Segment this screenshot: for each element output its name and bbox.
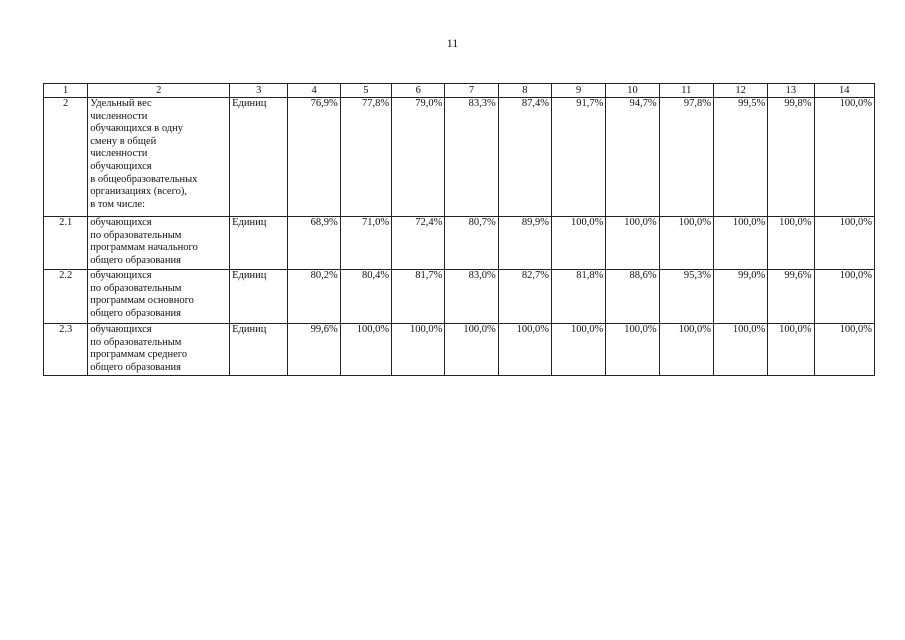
indicator-line: обучающихся в одну [90, 123, 184, 135]
value-cell: 100,0% [713, 217, 767, 270]
column-header: 5 [340, 84, 391, 98]
row-number: 2.3 [44, 324, 88, 376]
unit-cell: Единиц [230, 217, 288, 270]
value-cell: 99,8% [768, 98, 814, 217]
value-cell: 91,7% [552, 98, 606, 217]
value-cell: 81,8% [552, 270, 606, 324]
page-number: 11 [446, 36, 459, 50]
value-cell: 87,4% [498, 98, 551, 217]
indicator-line: общего образования [90, 307, 181, 319]
value-cell: 100,0% [606, 324, 659, 376]
value-cell: 100,0% [498, 324, 551, 376]
column-header: 10 [606, 84, 659, 98]
column-header: 9 [552, 84, 606, 98]
value-cell: 77,8% [340, 98, 391, 217]
value-cell: 99,5% [713, 98, 767, 217]
value-cell: 94,7% [606, 98, 659, 217]
indicator-name [88, 217, 230, 270]
indicator-line: в общеобразовательных [90, 173, 198, 185]
value-cell: 79,0% [392, 98, 445, 217]
indicator-line: смену в общей [90, 135, 157, 147]
indicator-name [88, 270, 230, 324]
column-header: 2 [88, 84, 230, 98]
indicator-line: Удельный вес [90, 98, 152, 109]
column-header: 4 [288, 84, 340, 98]
unit-cell: Единиц [230, 270, 288, 324]
value-cell: 80,4% [340, 270, 391, 324]
column-header: 1 [44, 84, 88, 98]
column-header: 8 [498, 84, 551, 98]
value-cell: 100,0% [552, 324, 606, 376]
value-cell: 100,0% [659, 324, 713, 376]
indicator-name [88, 98, 230, 217]
column-header: 7 [445, 84, 498, 98]
table-row [44, 270, 875, 324]
value-cell: 71,0% [340, 217, 391, 270]
indicator-line: обучающихся [90, 160, 152, 172]
row-number: 2.2 [44, 270, 88, 324]
value-cell: 97,8% [659, 98, 713, 217]
value-cell: 83,3% [445, 98, 498, 217]
value-cell: 100,0% [768, 324, 814, 376]
unit-cell: Единиц [230, 324, 288, 376]
value-cell: 80,2% [288, 270, 340, 324]
value-cell: 81,7% [392, 270, 445, 324]
column-header: 11 [659, 84, 713, 98]
value-cell: 100,0% [814, 217, 874, 270]
unit-cell: Единиц [230, 98, 288, 217]
indicator-line: численности [90, 110, 148, 122]
indicator-line: по образовательным [90, 282, 182, 294]
indicator-line: организациях (всего), [90, 186, 187, 198]
indicator-line: по образовательным [90, 229, 182, 241]
row-number: 2 [44, 98, 88, 217]
indicator-line: программам основного [90, 295, 194, 307]
column-header: 13 [768, 84, 814, 98]
value-cell: 100,0% [659, 217, 713, 270]
table-row [44, 217, 875, 270]
value-cell: 89,9% [498, 217, 551, 270]
value-cell: 100,0% [814, 98, 874, 217]
column-header: 6 [392, 84, 445, 98]
value-cell: 76,9% [288, 98, 340, 217]
value-cell: 82,7% [498, 270, 551, 324]
value-cell: 100,0% [713, 324, 767, 376]
value-cell: 95,3% [659, 270, 713, 324]
table-row [44, 98, 875, 217]
value-cell: 100,0% [552, 217, 606, 270]
indicator-line: по образовательным [90, 336, 182, 348]
header-row [44, 84, 875, 98]
value-cell: 100,0% [814, 270, 874, 324]
indicator-line: обучающихся [90, 270, 152, 281]
table-row [44, 324, 875, 376]
indicator-line: программам начального [90, 242, 198, 254]
indicator-line: обучающихся [90, 217, 152, 228]
value-cell: 99,0% [713, 270, 767, 324]
value-cell: 72,4% [392, 217, 445, 270]
value-cell: 100,0% [768, 217, 814, 270]
value-cell: 80,7% [445, 217, 498, 270]
value-cell: 99,6% [768, 270, 814, 324]
value-cell: 100,0% [606, 217, 659, 270]
value-cell: 100,0% [445, 324, 498, 376]
column-header: 14 [814, 84, 874, 98]
indicator-line: общего образования [90, 361, 181, 373]
indicator-line: общего образования [90, 254, 181, 266]
value-cell: 100,0% [340, 324, 391, 376]
indicator-line: численности [90, 148, 148, 160]
value-cell: 83,0% [445, 270, 498, 324]
value-cell: 100,0% [814, 324, 874, 376]
column-header: 3 [230, 84, 288, 98]
value-cell: 100,0% [392, 324, 445, 376]
indicator-line: программам среднего [90, 349, 188, 361]
indicator-name [88, 324, 230, 376]
value-cell: 99,6% [288, 324, 340, 376]
column-header: 12 [713, 84, 767, 98]
value-cell: 88,6% [606, 270, 659, 324]
indicator-line: в том числе: [90, 198, 145, 210]
indicator-table [43, 83, 875, 376]
row-number: 2.1 [44, 217, 88, 270]
value-cell: 68,9% [288, 217, 340, 270]
indicator-line: обучающихся [90, 324, 152, 335]
